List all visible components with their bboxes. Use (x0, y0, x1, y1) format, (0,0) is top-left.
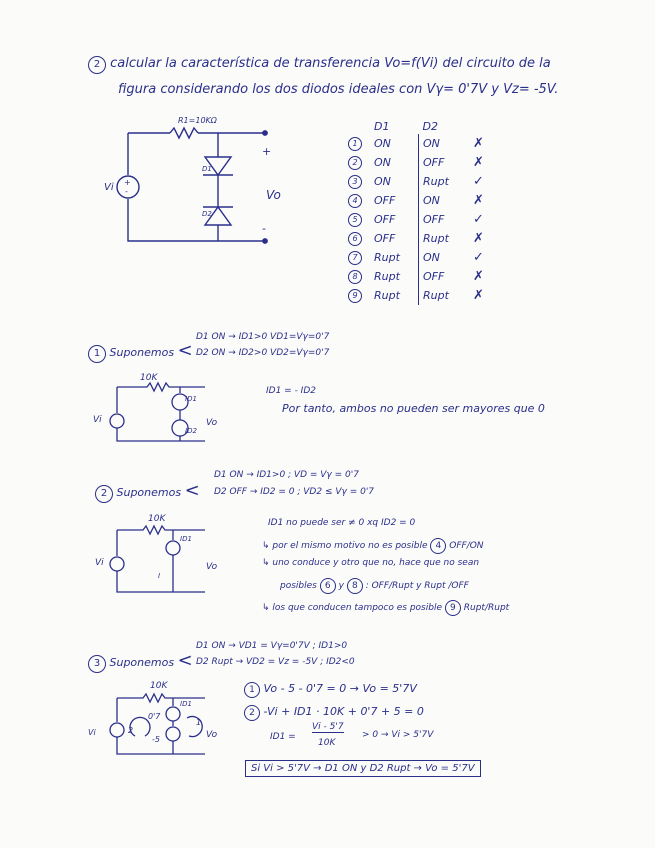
problem-statement-line2: figura considerando los dos diodos ideales con Vγ= 0'7V y Vz= -5V. (118, 82, 559, 97)
row-number: 8 (348, 270, 362, 284)
case2-vo-label: Vo (206, 562, 218, 572)
case2-id2-label: I (158, 572, 161, 580)
case1-eq1: ID1 = - ID2 (266, 386, 316, 396)
case1-vi-label: Vi (93, 415, 102, 425)
case3-res-label: 10K (150, 681, 168, 691)
case3-number: 3 (88, 655, 106, 673)
d2-label: D2 (202, 210, 212, 218)
cell-d1: OFF (370, 191, 419, 210)
case3-circuit (95, 688, 225, 758)
case3-v5: -5 (152, 735, 160, 744)
case1-heading: 1 Suponemos < (88, 340, 193, 363)
case3-eq3-numerator: Vi - 5'7 (312, 722, 344, 732)
cross-icon: ✗ (473, 155, 484, 170)
case2-res-label: 10K (148, 514, 166, 524)
table-row (340, 229, 495, 248)
row-number: 2 (348, 156, 362, 170)
table-row (340, 172, 495, 191)
cell-d2: OFF (423, 156, 445, 169)
cross-icon: ✗ (473, 193, 484, 208)
row-number: 4 (348, 194, 362, 208)
case2-note2-post: OFF/ON (449, 541, 484, 551)
cell-d1: OFF (370, 210, 419, 229)
row-number: 9 (348, 289, 362, 303)
problem-text-1: calcular la característica de transferencia Vo=f(Vi) del circuito de la (110, 56, 551, 71)
case3-id1-label: ID1 (180, 700, 192, 708)
case1-id1-label: ID1 (185, 395, 197, 403)
row-number: 1 (348, 137, 362, 151)
cell-d1: Rupt (370, 267, 419, 286)
check-icon: ✓ (473, 250, 484, 265)
case3-result-box: Si Vi > 5'7V → D1 ON y D2 Rupt → Vo = 5'7V (245, 760, 481, 777)
check-icon: ✓ (473, 212, 484, 227)
table-row (340, 134, 495, 153)
case2-id1-label: ID1 (180, 535, 192, 543)
case2-note4-and: y (338, 581, 344, 591)
case3-heading: 3 Suponemos < (88, 650, 193, 673)
case3-eq3-lhs: ID1 = (270, 732, 296, 742)
case3-vi-label: Vi (88, 728, 96, 737)
case2-note3: ↳ uno conduce y otro que no, hace que no sean (262, 558, 480, 568)
vo-minus: - (262, 222, 266, 235)
case1-cond2: D2 ON → ID2>0 VD2=Vγ=0'7 (196, 348, 330, 358)
case3-loop2: 1 (196, 718, 202, 727)
svg-text:+: + (124, 178, 131, 187)
diode-state-table (340, 118, 495, 305)
cell-d2: ON (423, 251, 440, 264)
vi-label: Vi (104, 182, 114, 193)
svg-text:-: - (125, 187, 128, 196)
cell-d2: Rupt (423, 289, 449, 302)
case2-note1: ID1 no puede ser ≠ 0 xq ID2 = 0 (268, 518, 416, 528)
d1-label: D1 (202, 165, 212, 173)
case2-cond1: D1 ON → ID1>0 ; VD = Vγ = 0'7 (214, 470, 359, 480)
case2-note5-post: Rupt/Rupt (463, 603, 510, 613)
table-row (340, 248, 495, 267)
table-header-row (340, 118, 495, 134)
case3-v07: 0'7 (148, 712, 161, 721)
cell-d1: ON (370, 134, 419, 153)
case2-note4-post: : OFF/Rupt y Rupt /OFF (365, 581, 469, 591)
case1-id2-label: ID2 (185, 427, 197, 435)
case2-note5 (262, 600, 509, 616)
case3-eq3-denominator: 10K (318, 738, 336, 748)
case1-cond1: D1 ON → ID1>0 VD1=Vγ=0'7 (196, 332, 330, 342)
cross-icon: ✗ (473, 269, 484, 284)
case2-title: Suponemos (116, 486, 182, 499)
cross-icon: ✗ (473, 136, 484, 151)
problem-number: 2 (88, 56, 106, 74)
table-row (340, 286, 495, 305)
case2-note2 (262, 538, 484, 554)
case3-eq1-text: Vo - 5 - 0'7 = 0 → Vo = 5'7V (263, 682, 417, 695)
cell-d1: ON (370, 172, 419, 191)
case3-eq2 (244, 705, 424, 721)
case1-vo-label: Vo (206, 418, 218, 428)
table-row (340, 267, 495, 286)
cell-d1: Rupt (370, 248, 419, 267)
table-row (340, 191, 495, 210)
cross-icon: ✗ (473, 231, 484, 246)
case1-eq2: Por tanto, ambos no pueden ser mayores que 0 (282, 402, 545, 415)
cell-d1: Rupt (370, 286, 419, 305)
header-d2: D2 (422, 119, 438, 133)
case2-vi-label: Vi (95, 558, 104, 568)
cell-d2: ON (423, 137, 440, 150)
case3-vo-label: Vo (206, 730, 218, 740)
resistor-label: R1=10KΩ (178, 116, 217, 125)
cell-d1: OFF (370, 229, 419, 248)
case3-eq2-text: -Vi + ID1 · 10K + 0'7 + 5 = 0 (263, 705, 424, 718)
case2-note4 (280, 578, 469, 594)
case2-note4-text: posibles (280, 581, 317, 591)
case2-heading: 2 Suponemos < (95, 480, 200, 503)
cell-d1: ON (370, 153, 419, 172)
case2-number: 2 (95, 485, 113, 503)
vo-label: Vo (266, 188, 281, 202)
cell-d2: OFF (423, 213, 445, 226)
case1-res-label: 10K (140, 373, 158, 383)
case2-note5-num: 9 (445, 600, 461, 616)
problem-statement-line1 (88, 56, 551, 74)
cell-d2: Rupt (423, 175, 449, 188)
case3-cond2: D2 Rupt → VD2 = Vz = -5V ; ID2<0 (196, 657, 355, 667)
case3-cond1: D1 ON → VD1 = Vγ=0'7V ; ID1>0 (196, 641, 348, 651)
case2-note2-num: 4 (430, 538, 446, 554)
row-number: 5 (348, 213, 362, 227)
table-row (340, 210, 495, 229)
case3-eq1 (244, 682, 417, 698)
row-number: 3 (348, 175, 362, 189)
check-icon: ✓ (473, 174, 484, 189)
vo-plus: + (262, 145, 272, 158)
cell-d2: Rupt (423, 232, 449, 245)
cell-d2: ON (423, 194, 440, 207)
case3-eq3-rhs: > 0 → Vi > 5'7V (362, 730, 434, 740)
table-row (340, 153, 495, 172)
case2-note2-text: ↳ por el mismo motivo no es posible (262, 541, 428, 551)
row-number: 6 (348, 232, 362, 246)
case2-note5-text: ↳ los que conducen tampoco es posible (262, 603, 442, 613)
header-d1: D1 (374, 119, 390, 133)
case2-note4-num1: 6 (320, 578, 336, 594)
case1-title: Suponemos (109, 346, 175, 359)
case1-number: 1 (88, 345, 106, 363)
case2-cond2: D2 OFF → ID2 = 0 ; VD2 ≤ Vγ = 0'7 (214, 487, 375, 497)
case3-eq2-num: 2 (244, 705, 260, 721)
cell-d2: OFF (423, 270, 445, 283)
case2-note4-num2: 8 (347, 578, 363, 594)
case1-circuit (95, 375, 225, 445)
case3-eq1-num: 1 (244, 682, 260, 698)
cross-icon: ✗ (473, 288, 484, 303)
row-number: 7 (348, 251, 362, 265)
case2-circuit (95, 518, 225, 598)
case3-title: Suponemos (109, 656, 175, 669)
case3-loop1: 2 (128, 726, 134, 735)
